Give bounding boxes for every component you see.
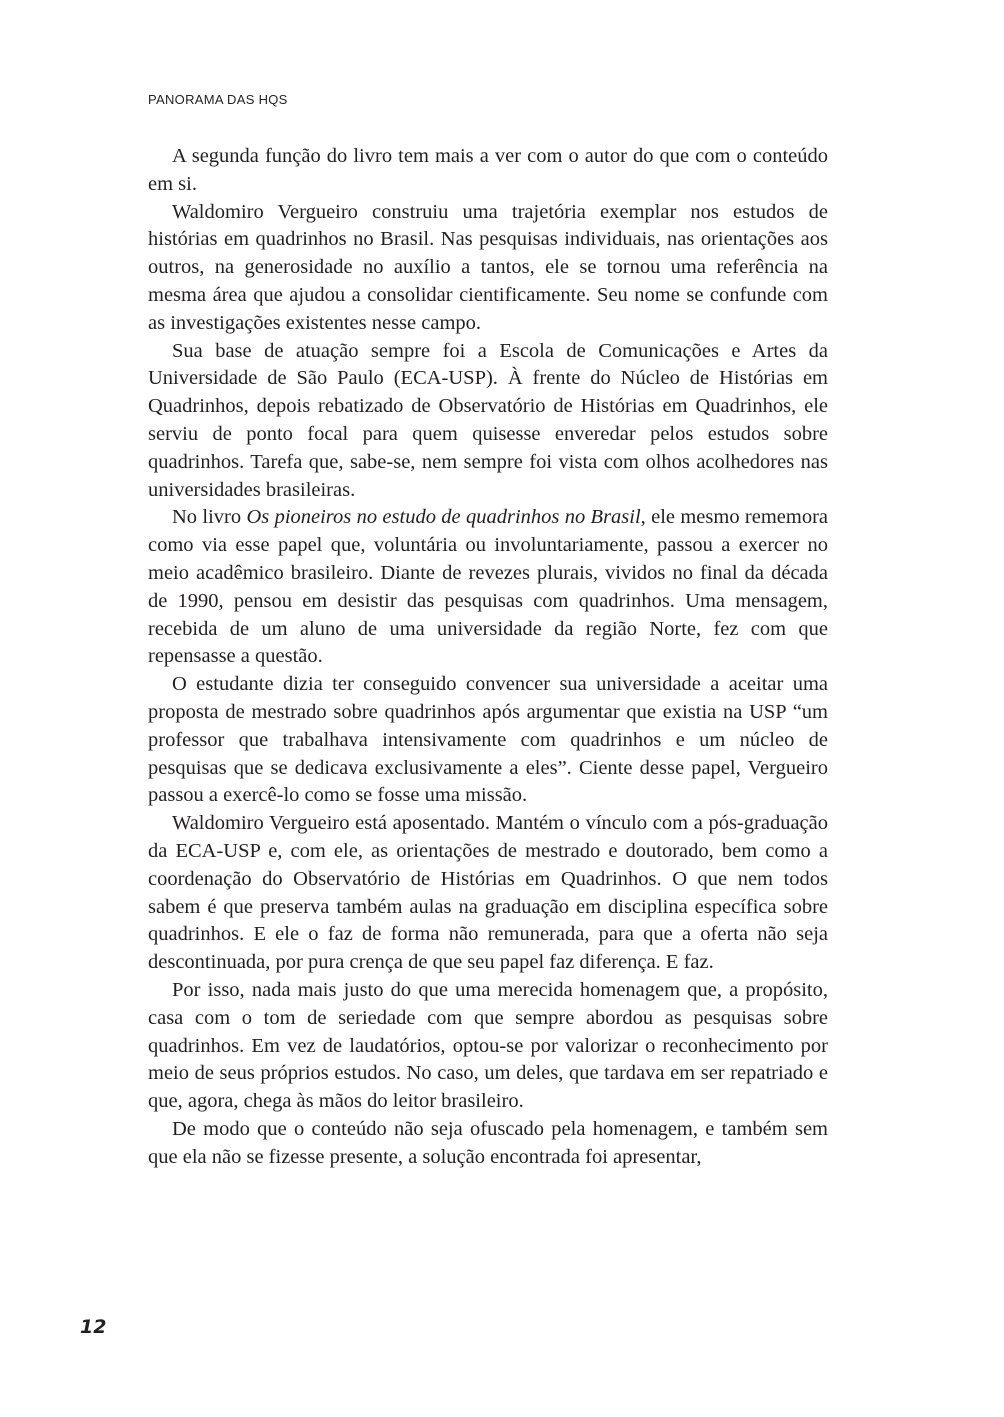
- paragraph: Waldomiro Vergueiro está aposentado. Mantém o vínculo com a pós-graduação da ECA-USP e, com ele, as orientações de mestrado e doutorado, bem como a coordenação do Observatório de Histórias em Quadrinhos. O que nem todos sabem é que preserva também aulas na graduação em disciplina específica sobre quadrinhos. E ele o faz de forma não remunerada, para que a oferta não seja descontinuada, por pura crença de que seu papel faz diferença. E faz.: [148, 812, 828, 974]
- paragraph: De modo que o conteúdo não seja ofuscado pela homenagem, e também sem que ela não se fizesse presente, a solução encontrada foi apresentar,: [148, 1117, 828, 1168]
- paragraph: O estudante dizia ter conseguido convencer sua universidade a aceitar uma proposta de mestrado sobre quadrinhos após argumentar que existia na USP “um professor que trabalhava intensivamente com quadrinhos e um núcleo de pesquisas que se dedicava exclusivamente a eles”. Ciente desse papel, Vergueiro passou a exercê-lo como se fosse uma missão.: [148, 673, 828, 807]
- paragraph-text: No livro: [172, 506, 247, 529]
- book-title: Os pioneiros no estudo de quadrinhos no Brasil: [246, 506, 641, 529]
- body-text: [148, 143, 828, 1171]
- paragraph: Por isso, nada mais justo do que uma merecida homenagem que, a propósito, casa com o tom de seriedade com que sempre abordou as pesquisas sobre quadrinhos. Em vez de laudatórios, optou-se por valorizar o reconhecimento por meio de seus próprios estudos. No caso, um deles, que tardava em ser repatriado e que, agora, chega às mãos do leitor brasileiro.: [148, 978, 828, 1113]
- page-number: 12: [80, 1316, 107, 1338]
- paragraph: Waldomiro Vergueiro construiu uma trajetória exemplar nos estudos de histórias em quadrinhos no Brasil. Nas pesquisas individuais, nas orientações aos outros, na generosidade no auxílio a tantos, ele se tornou uma referência na mesma área que ajudou a consolidar cientificamente. Seu nome se confunde com as investigações existentes nesse campo.: [148, 200, 828, 334]
- paragraph: [148, 504, 828, 671]
- paragraph-text: , ele mesmo rememora como via esse papel que, voluntária ou involuntariamente, passou a exercer no meio acadêmico brasileiro. Diante de revezes plurais, vividos no final da década de 1990, pensou em desistir das pesquisas com quadrinhos. Uma mensagem, recebida de um aluno de uma universidade da região Norte, fez com que repensasse a questão.: [148, 506, 829, 668]
- paragraph: A segunda função do livro tem mais a ver com o autor do que com o conteúdo em si.: [148, 145, 828, 195]
- paragraph: Sua base de atuação sempre foi a Escola de Comunicações e Artes da Universidade de São Paulo (ECA-USP). À frente do Núcleo de Histórias em Quadrinhos, depois rebatizado de Observatório de Histórias em Quadrinhos, ele serviu de ponto focal para quem quisesse enveredar pelos estudos sobre quadrinhos. Tarefa que, sabe-se, nem sempre foi vista com olhos acolhedores nas universidades brasileiras.: [148, 339, 828, 501]
- running-header: PANORAMA DAS HQS: [148, 92, 288, 107]
